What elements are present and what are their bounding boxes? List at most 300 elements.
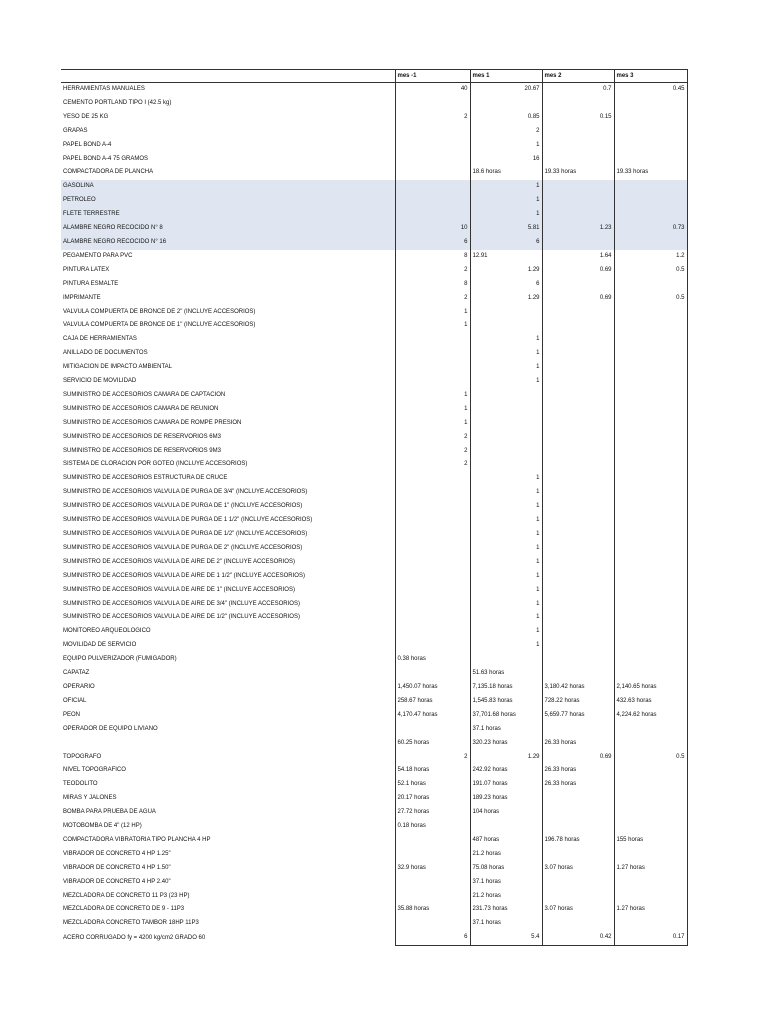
cell-mes-minus-1: 6 <box>395 236 470 250</box>
table-row <box>61 542 687 556</box>
cell-mes-1: 1 <box>470 208 542 222</box>
cell-mes-minus-1 <box>395 194 470 208</box>
cell-mes-2: 0.15 <box>542 111 614 125</box>
row-item-name: SUMINISTRO DE ACCESORIOS VALVULA DE AIRE DE 1/2" (INCLUYE ACCESORIOS) <box>63 614 300 621</box>
table-row <box>61 361 687 375</box>
row-item-name: SUMINISTRO DE ACCESORIOS DE RESERVORIOS 9M3 <box>63 447 221 454</box>
cell-mes-minus-1 <box>395 139 470 153</box>
table-row <box>61 278 687 292</box>
cell-mes-minus-1 <box>395 347 470 361</box>
cell-mes-3 <box>614 778 687 792</box>
row-item-name: FLETE TERRESTRE <box>61 208 395 222</box>
cell-mes-minus-1 <box>395 528 470 542</box>
header-mes-2: mes 2 <box>542 70 614 83</box>
cell-mes-2 <box>542 278 614 292</box>
cell-mes-3 <box>614 542 687 556</box>
cell-mes-2 <box>542 208 614 222</box>
cell-mes-3 <box>614 653 687 667</box>
cell-mes-1: 1 <box>470 139 542 153</box>
cell-mes-minus-1: 2 <box>395 431 470 445</box>
cell-mes-3: 1.27 horas <box>614 862 687 876</box>
row-item-name: OPERADOR DE EQUIPO LIVIANO <box>63 725 158 732</box>
cell-mes-3 <box>614 639 687 653</box>
table-row <box>61 208 687 222</box>
table-row <box>61 222 687 236</box>
table-row <box>61 723 687 737</box>
row-item-name: CAJA DE HERRAMIENTAS <box>63 336 137 343</box>
cell-mes-3 <box>614 375 687 389</box>
cell-mes-3 <box>614 431 687 445</box>
cell-mes-1: 1 <box>470 500 542 514</box>
cell-mes-1: 2 <box>470 125 542 139</box>
cell-mes-1: 1 <box>470 514 542 528</box>
cell-mes-1 <box>470 431 542 445</box>
cell-mes-3 <box>614 278 687 292</box>
cell-mes-1: 1 <box>470 528 542 542</box>
row-item-name: MOVILIDAD DE SERVICIO <box>63 642 137 649</box>
row-item-name: SUMINISTRO DE ACCESORIOS VALVULA DE PURGA DE 1/2" (INCLUYE ACCESORIOS) <box>63 531 308 537</box>
row-item-name: BOMBA PARA PRUEBA DE AGUA <box>63 809 156 816</box>
table-row <box>61 903 687 917</box>
table-row <box>61 403 687 417</box>
cell-mes-3 <box>614 723 687 737</box>
table-row <box>61 876 687 890</box>
cell-mes-2 <box>542 180 614 194</box>
row-item-name: SUMINISTRO DE ACCESORIOS CAMARA DE REUNION <box>63 405 219 412</box>
row-item-name: NIVEL TOPOGRAFICO <box>63 767 126 774</box>
cell-mes-2: 5,659.77 horas <box>542 709 614 723</box>
cell-mes-2: 3.07 horas <box>542 862 614 876</box>
cell-mes-3 <box>614 917 687 931</box>
row-item-name: ALAMBRE NEGRO RECOCIDO N° 16 <box>61 236 395 250</box>
cell-mes-3 <box>614 667 687 681</box>
cell-mes-3: 19.33 horas <box>614 166 687 180</box>
cell-mes-1: 6 <box>470 236 542 250</box>
cell-mes-3 <box>614 514 687 528</box>
cell-mes-1: 7,135.18 horas <box>470 681 542 695</box>
header-item <box>61 70 395 83</box>
cell-mes-minus-1: 1 <box>395 306 470 320</box>
cell-mes-1: 1 <box>470 598 542 612</box>
cell-mes-3: 2,140.65 horas <box>614 681 687 695</box>
row-item-name: ANILLADO DE DOCUMENTOS <box>63 350 148 357</box>
cell-mes-3 <box>614 737 687 751</box>
cell-mes-minus-1 <box>395 584 470 598</box>
cell-mes-3 <box>614 611 687 625</box>
cell-mes-1 <box>470 97 542 111</box>
row-item-name: SUMINISTRO DE ACCESORIOS CAMARA DE CAPTACION <box>63 391 226 398</box>
cell-mes-3 <box>614 570 687 584</box>
cell-mes-2: 0.69 <box>542 264 614 278</box>
cell-mes-2 <box>542 194 614 208</box>
cell-mes-1: 1 <box>470 639 542 653</box>
table-row <box>61 653 687 667</box>
cell-mes-3 <box>614 806 687 820</box>
cell-mes-minus-1: 10 <box>395 222 470 236</box>
cell-mes-3: 155 horas <box>614 834 687 848</box>
cell-mes-minus-1: 2 <box>395 458 470 472</box>
table-row <box>61 709 687 723</box>
cell-mes-minus-1 <box>395 514 470 528</box>
cell-mes-minus-1 <box>395 848 470 862</box>
cell-mes-minus-1 <box>395 625 470 639</box>
header-mes-minus-1: mes -1 <box>395 70 470 83</box>
cell-mes-1: 242.92 horas <box>470 764 542 778</box>
table-row <box>61 862 687 876</box>
cell-mes-minus-1 <box>395 556 470 570</box>
cell-mes-2 <box>542 556 614 570</box>
cell-mes-1 <box>470 445 542 459</box>
cell-mes-1 <box>470 319 542 333</box>
cell-mes-3 <box>614 208 687 222</box>
cell-mes-minus-1: 1 <box>395 417 470 431</box>
row-item-name: SUMINISTRO DE ACCESORIOS VALVULA DE AIRE DE 1" (INCLUYE ACCESORIOS) <box>63 586 295 593</box>
cell-mes-3 <box>614 361 687 375</box>
cell-mes-minus-1: 2 <box>395 445 470 459</box>
cell-mes-3: 432.63 horas <box>614 695 687 709</box>
row-item-name: PAPEL BOND A-4 75 GRAMOS <box>63 155 149 162</box>
cell-mes-2 <box>542 347 614 361</box>
cell-mes-3 <box>614 820 687 834</box>
cell-mes-minus-1: 2 <box>395 111 470 125</box>
table-row <box>61 111 687 125</box>
cell-mes-2 <box>542 389 614 403</box>
cell-mes-minus-1 <box>395 611 470 625</box>
cell-mes-minus-1: 0.38 horas <box>395 653 470 667</box>
cell-mes-minus-1: 60.25 horas <box>395 737 470 751</box>
cell-mes-3 <box>614 500 687 514</box>
row-item-name: HERRAMIENTAS MANUALES <box>63 86 145 92</box>
cell-mes-2 <box>542 236 614 250</box>
cell-mes-3 <box>614 347 687 361</box>
cell-mes-1: 1 <box>470 584 542 598</box>
cell-mes-1: 37.1 horas <box>470 876 542 890</box>
cell-mes-minus-1: 2 <box>395 751 470 765</box>
table-row <box>61 625 687 639</box>
cell-mes-1 <box>470 820 542 834</box>
cell-mes-minus-1 <box>395 180 470 194</box>
cell-mes-3 <box>614 180 687 194</box>
cell-mes-1: 320.23 horas <box>470 737 542 751</box>
cell-mes-2 <box>542 792 614 806</box>
cell-mes-1: 12.91 <box>470 250 542 264</box>
cell-mes-1: 1 <box>470 333 542 347</box>
cell-mes-2: 3,180.42 horas <box>542 681 614 695</box>
cell-mes-2: 728.22 horas <box>542 695 614 709</box>
cell-mes-3: 4,224.62 horas <box>614 709 687 723</box>
cell-mes-1 <box>470 653 542 667</box>
cell-mes-minus-1 <box>395 361 470 375</box>
table-row <box>61 681 687 695</box>
row-item-name: SUMINISTRO DE ACCESORIOS VALVULA DE PURGA DE 3/4" (INCLUYE ACCESORIOS) <box>63 489 308 496</box>
cell-mes-minus-1: 52.1 horas <box>395 778 470 792</box>
row-item-name: SUMINISTRO DE ACCESORIOS DE RESERVORIOS 6M3 <box>63 433 221 440</box>
row-item-name <box>61 737 395 751</box>
row-item-name: VALVULA COMPUERTA DE BRONCE DE 2" (INCLUYE ACCESORIOS) <box>63 308 256 315</box>
row-item-name: PINTURA LATEX <box>63 266 110 273</box>
row-item-name: SUMINISTRO DE ACCESORIOS CAMARA DE ROMPE PRESION <box>63 419 242 426</box>
cell-mes-1: 51.63 horas <box>470 667 542 681</box>
cell-mes-minus-1 <box>395 125 470 139</box>
cell-mes-2 <box>542 375 614 389</box>
table-row <box>61 431 687 445</box>
row-item-name: SUMINISTRO DE ACCESORIOS VALVULA DE AIRE DE 3/4" (INCLUYE ACCESORIOS) <box>63 600 300 607</box>
row-item-name: VIBRADOR DE CONCRETO 4 HP 1.25" <box>63 850 171 857</box>
cell-mes-minus-1 <box>395 570 470 584</box>
cell-mes-2 <box>542 653 614 667</box>
header-row <box>61 70 687 83</box>
cell-mes-minus-1: 0.18 horas <box>395 820 470 834</box>
table-row <box>61 139 687 153</box>
table-row <box>61 458 687 472</box>
table-row <box>61 306 687 320</box>
row-item-name: TEODOLITO <box>63 781 98 788</box>
cell-mes-minus-1 <box>395 500 470 514</box>
cell-mes-2: 0.69 <box>542 292 614 306</box>
cell-mes-3 <box>614 403 687 417</box>
cell-mes-1: 1 <box>470 347 542 361</box>
cell-mes-3: 0.5 <box>614 264 687 278</box>
cell-mes-1 <box>470 458 542 472</box>
cell-mes-1: 0.85 <box>470 111 542 125</box>
row-item-name: SUMINISTRO DE ACCESORIOS VALVULA DE AIRE DE 1 1/2" (INCLUYE ACCESORIOS) <box>63 572 305 579</box>
cell-mes-3 <box>614 125 687 139</box>
cell-mes-1: 1 <box>470 194 542 208</box>
row-item-name: PEGAMENTO PARA PVC <box>63 252 133 259</box>
table-row <box>61 292 687 306</box>
cell-mes-2: 26.33 horas <box>542 737 614 751</box>
cell-mes-minus-1: 8 <box>395 250 470 264</box>
cell-mes-minus-1 <box>395 598 470 612</box>
table-row <box>61 834 687 848</box>
cell-mes-3 <box>614 139 687 153</box>
cell-mes-2 <box>542 500 614 514</box>
cell-mes-2 <box>542 125 614 139</box>
cell-mes-minus-1: 8 <box>395 278 470 292</box>
row-item-name: SISTEMA DE CLORACION POR GOTEO (INCLUYE ACCESORIOS) <box>63 461 248 468</box>
cell-mes-2 <box>542 514 614 528</box>
cell-mes-3 <box>614 528 687 542</box>
cell-mes-2 <box>542 139 614 153</box>
cell-mes-minus-1: 6 <box>395 931 470 945</box>
row-item-name: PAPEL BOND A-4 <box>63 141 112 148</box>
cell-mes-2 <box>542 584 614 598</box>
cell-mes-minus-1: 2 <box>395 264 470 278</box>
table-row <box>61 792 687 806</box>
cell-mes-2 <box>542 723 614 737</box>
table-row <box>61 556 687 570</box>
cell-mes-2 <box>542 820 614 834</box>
cell-mes-minus-1: 2 <box>395 292 470 306</box>
cell-mes-2: 1.64 <box>542 250 614 264</box>
cell-mes-2 <box>542 319 614 333</box>
table-row <box>61 848 687 862</box>
cell-mes-minus-1 <box>395 917 470 931</box>
cell-mes-1: 37,701.68 horas <box>470 709 542 723</box>
cell-mes-1: 487 horas <box>470 834 542 848</box>
cell-mes-minus-1 <box>395 97 470 111</box>
table-row <box>61 890 687 904</box>
row-item-name: MIRAS Y JALONES <box>63 795 117 802</box>
cell-mes-1: 1,545.83 horas <box>470 695 542 709</box>
row-item-name: CAPATAZ <box>63 670 90 677</box>
cell-mes-3 <box>614 584 687 598</box>
cell-mes-2 <box>542 153 614 167</box>
cell-mes-1: 1 <box>470 611 542 625</box>
cell-mes-1: 1 <box>470 472 542 486</box>
cell-mes-1: 37.1 horas <box>470 917 542 931</box>
row-item-name: VIBRADOR DE CONCRETO 4 HP 2.40" <box>63 878 171 885</box>
table-row <box>61 751 687 765</box>
materials-schedule-table <box>61 69 688 946</box>
cell-mes-1: 1 <box>470 180 542 194</box>
row-item-name: ALAMBRE NEGRO RECOCIDO N° 8 <box>61 222 395 236</box>
cell-mes-3: 0.17 <box>614 931 687 945</box>
cell-mes-minus-1 <box>395 333 470 347</box>
cell-mes-3 <box>614 556 687 570</box>
table-row <box>61 611 687 625</box>
row-item-name: SUMINISTRO DE ACCESORIOS VALVULA DE AIRE DE 2" (INCLUYE ACCESORIOS) <box>63 558 295 565</box>
row-item-name: MOTOBOMBA DE 4" (12 HP) <box>63 823 142 830</box>
cell-mes-2 <box>542 486 614 500</box>
cell-mes-3 <box>614 890 687 904</box>
cell-mes-3 <box>614 236 687 250</box>
cell-mes-2: 196.78 horas <box>542 834 614 848</box>
table-row <box>61 778 687 792</box>
row-item-name: SUMINISTRO DE ACCESORIOS VALVULA DE PURGA DE 2" (INCLUYE ACCESORIOS) <box>63 544 303 551</box>
cell-mes-minus-1 <box>395 639 470 653</box>
cell-mes-minus-1: 1,450.07 horas <box>395 681 470 695</box>
cell-mes-3 <box>614 153 687 167</box>
row-item-name: VIBRADOR DE CONCRETO 4 HP 1.50" <box>63 864 171 871</box>
table-row <box>61 486 687 500</box>
cell-mes-1: 1.29 <box>470 264 542 278</box>
cell-mes-3 <box>614 306 687 320</box>
cell-mes-minus-1: 35.88 horas <box>395 903 470 917</box>
cell-mes-1: 75.08 horas <box>470 862 542 876</box>
table-row <box>61 153 687 167</box>
cell-mes-minus-1: 32.9 horas <box>395 862 470 876</box>
cell-mes-1: 191.07 horas <box>470 778 542 792</box>
cell-mes-2 <box>542 361 614 375</box>
cell-mes-minus-1 <box>395 834 470 848</box>
cell-mes-minus-1: 1 <box>395 403 470 417</box>
cell-mes-3 <box>614 848 687 862</box>
cell-mes-1: 104 horas <box>470 806 542 820</box>
cell-mes-3 <box>614 194 687 208</box>
cell-mes-1: 1 <box>470 375 542 389</box>
cell-mes-minus-1: 20.17 horas <box>395 792 470 806</box>
cell-mes-3 <box>614 876 687 890</box>
cell-mes-1: 37.1 horas <box>470 723 542 737</box>
row-item-name: SUMINISTRO DE ACCESORIOS VALVULA DE PURGA DE 1" (INCLUYE ACCESORIOS) <box>63 503 303 510</box>
cell-mes-3 <box>614 486 687 500</box>
row-item-name: YESO DE 25 KG <box>63 113 109 120</box>
cell-mes-2 <box>542 570 614 584</box>
table-row <box>61 166 687 180</box>
table-row <box>61 917 687 931</box>
row-item-name: PETROLEO <box>61 194 395 208</box>
table-row <box>61 820 687 834</box>
cell-mes-1: 1 <box>470 486 542 500</box>
cell-mes-2 <box>542 528 614 542</box>
cell-mes-2: 0.7 <box>542 83 614 97</box>
cell-mes-minus-1: 1 <box>395 389 470 403</box>
cell-mes-2 <box>542 97 614 111</box>
table-row <box>61 445 687 459</box>
row-item-name: MITIGACION DE IMPACTO AMBIENTAL <box>63 364 173 371</box>
cell-mes-2 <box>542 806 614 820</box>
row-item-name: OPERARIO <box>63 683 95 690</box>
row-item-name: MEZCLADORA DE CONCRETO 11 P3 (23 HP) <box>63 892 190 899</box>
cell-mes-3 <box>614 598 687 612</box>
cell-mes-2 <box>542 403 614 417</box>
cell-mes-1: 20.67 <box>470 83 542 97</box>
cell-mes-minus-1 <box>395 723 470 737</box>
table-row <box>61 598 687 612</box>
cell-mes-3 <box>614 389 687 403</box>
cell-mes-2 <box>542 542 614 556</box>
cell-mes-1: 18.6 horas <box>470 166 542 180</box>
cell-mes-3: 1.27 horas <box>614 903 687 917</box>
cell-mes-3 <box>614 458 687 472</box>
cell-mes-1: 21.2 horas <box>470 848 542 862</box>
cell-mes-1: 1.29 <box>470 292 542 306</box>
cell-mes-1: 1.29 <box>470 751 542 765</box>
cell-mes-3: 0.73 <box>614 222 687 236</box>
cell-mes-minus-1 <box>395 542 470 556</box>
cell-mes-minus-1 <box>395 667 470 681</box>
cell-mes-1: 5.4 <box>470 931 542 945</box>
cell-mes-2 <box>542 598 614 612</box>
table-row <box>61 236 687 250</box>
cell-mes-2: 3.07 horas <box>542 903 614 917</box>
header-mes-1: mes 1 <box>470 70 542 83</box>
table-row <box>61 737 687 751</box>
cell-mes-2 <box>542 333 614 347</box>
table-row <box>61 472 687 486</box>
table-row <box>61 389 687 403</box>
row-item-name: MEZCLADORA CONCRETO TAMBOR 18HP 11P3 <box>63 920 199 927</box>
cell-mes-1: 1 <box>470 361 542 375</box>
cell-mes-2: 0.42 <box>542 931 614 945</box>
table-row <box>61 667 687 681</box>
table-row <box>61 83 687 97</box>
row-item-name: OFICIAL <box>63 697 87 704</box>
cell-mes-2 <box>542 876 614 890</box>
cell-mes-minus-1: 54.18 horas <box>395 764 470 778</box>
cell-mes-1 <box>470 417 542 431</box>
table-row <box>61 695 687 709</box>
table-row <box>61 180 687 194</box>
cell-mes-1: 189.23 horas <box>470 792 542 806</box>
table-row <box>61 514 687 528</box>
cell-mes-3: 1.2 <box>614 250 687 264</box>
cell-mes-1 <box>470 389 542 403</box>
cell-mes-3 <box>614 792 687 806</box>
cell-mes-1: 1 <box>470 570 542 584</box>
cell-mes-2 <box>542 445 614 459</box>
cell-mes-2: 26.33 horas <box>542 778 614 792</box>
cell-mes-minus-1 <box>395 153 470 167</box>
cell-mes-2 <box>542 890 614 904</box>
cell-mes-2 <box>542 417 614 431</box>
cell-mes-3 <box>614 625 687 639</box>
cell-mes-minus-1 <box>395 375 470 389</box>
row-item-name: CEMENTO PORTLAND TIPO I (42.5 kg) <box>63 99 172 106</box>
cell-mes-minus-1 <box>395 208 470 222</box>
row-item-name: GRAPAS <box>63 127 88 134</box>
